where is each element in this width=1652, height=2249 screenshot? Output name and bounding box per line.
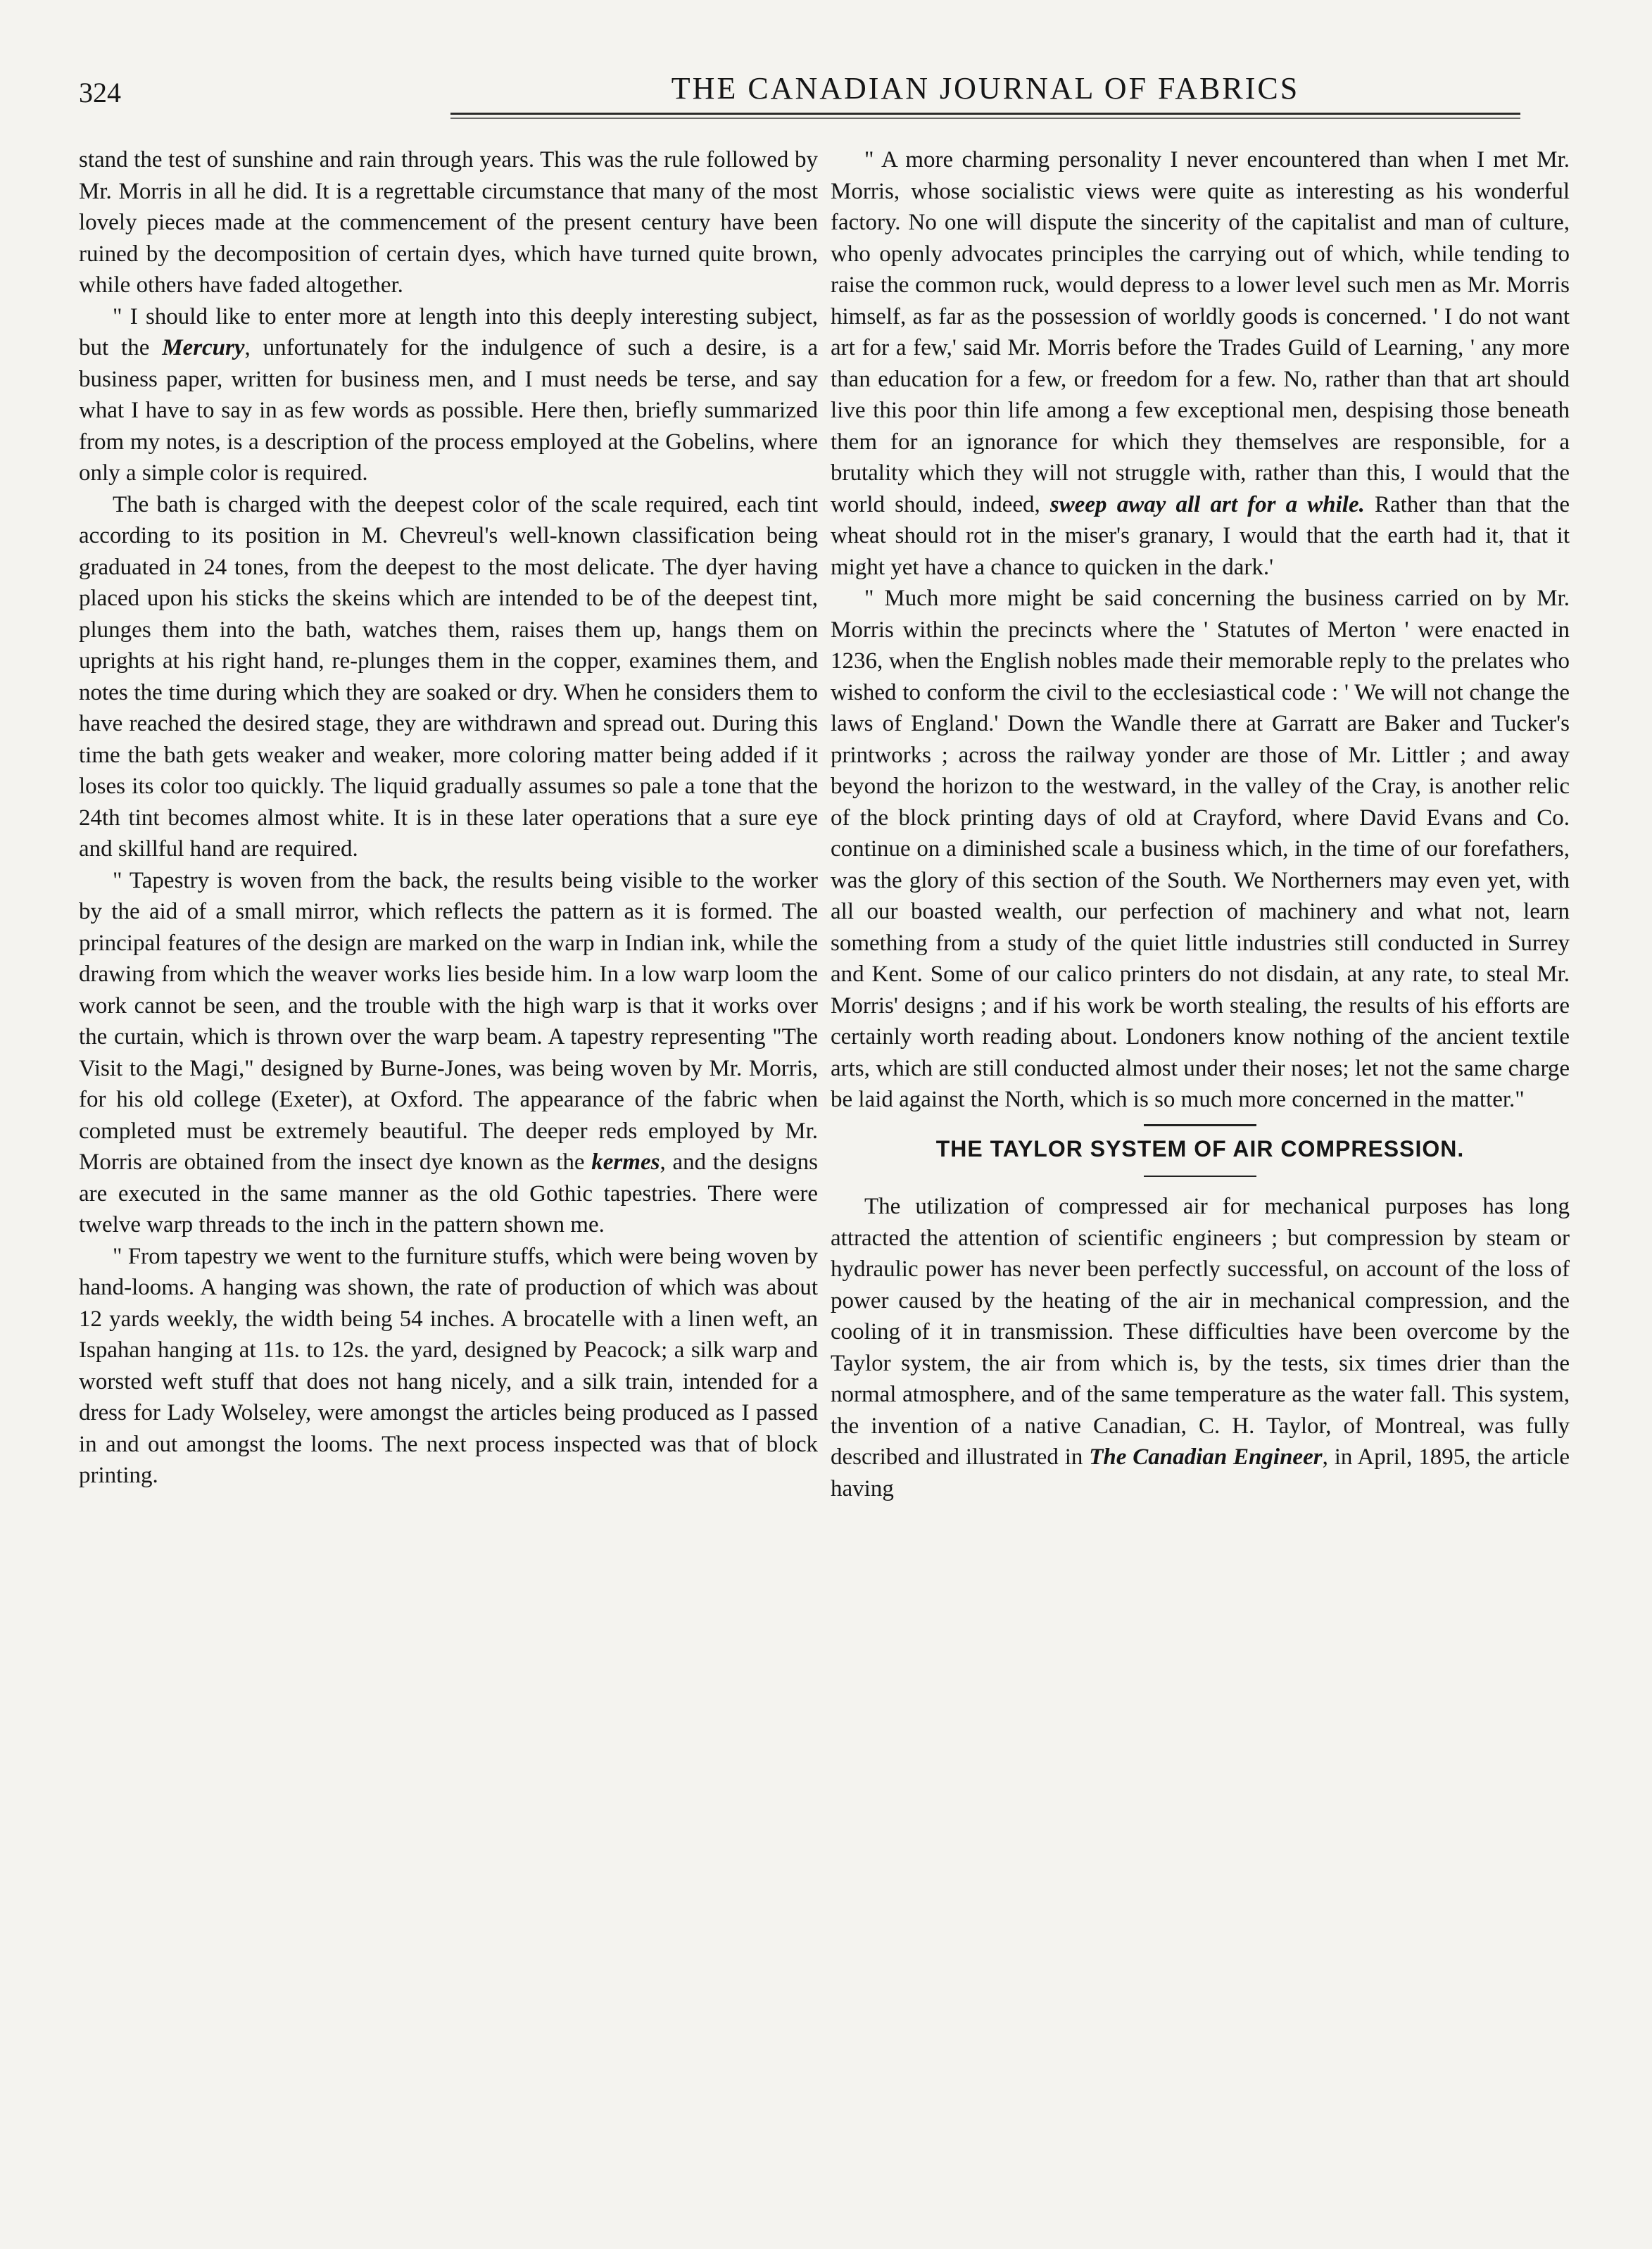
page-number: 324 (79, 77, 121, 108)
right-paragraph-2-text: " Much more might be said concerning the business carried on by Mr. Morris within the precincts where the ' Statutes of Merton ' were enacted in 1236, when the English nobles made their memorable reply to the prelates who wished to conform the civil to the ecclesiastical code : ' We will not change the laws of England.' Down the Wandle there at Garratt are Baker and Tucker's printworks ; across the railway yonder are those of Mr. Littler ; and away beyond the horizon to the westward, in the valley of the Cray, is another relic of the block printing days of old at Crayford, where David Evans and Co. continue on a diminished scale a business which, in the time of our forefathers, was the glory of this section of the South. We Northerners may even yet, with all our boasted wealth, our perfection of machinery and what not, learn something from a study of the quiet little industries still conducted in Surrey and Kent. Some of our calico printers do not disdain, at any rate, to steal Mr. Morris' designs ; and if his work be worth stealing, the results of his efforts are certainly worth reading about. Londoners know nothing of the ancient textile arts, which are still conducted almost under their noses; let not the same charge be laid against the North, which is so much more concerned in the matter." (831, 586, 1570, 1112)
left-paragraph-4 (79, 865, 818, 1241)
article-divider (1144, 1124, 1256, 1126)
mercury-title: Mercury (162, 335, 245, 360)
left-paragraph-4-text-b: , and the designs are executed in the same manner as the old Gothic tapestries. There were twelve warp threads to the inch in the pattern shown me. (79, 1149, 818, 1237)
left-paragraph-5-text: " From tapestry we went to the furniture stuffs, which were being woven by hand-looms. A hanging was shown, the rate of production of which was about 12 yards weekly, the width being 54 inches. A brocatelle with a linen weft, an Ispahan hanging at 11s. to 12s. the yard, designed by Peacock; a silk warp and worsted weft stuff that does not hang nicely, and a silk train, intended for a dress for Lady Wolseley, were amongst the articles being produced as I passed in and out amongst the looms. The next process inspected was that of block printing. (79, 1243, 818, 1488)
left-paragraph-3-text: The bath is charged with the deepest color of the scale required, each tint according to its position in M. Chevreul's well-known classification being graduated in 24 tones, from the deepest to the most delicate. The dyer having placed upon his sticks the skeins which are intended to be of the deepest tint, plunges them into the bath, watches them, raises them up, hangs them on uprights at his right hand, re-plunges them in the copper, examines them, and notes the time during which they are soaked or dry. When he considers them to have reached the desired stage, they are withdrawn and spread out. During this time the bath gets weaker and weaker, more coloring matter being added if it loses its color too quickly. The liquid gradually assumes so pale a tone that the 24th tint becomes almost white. It is in these later operations that a sure eye and skillful hand are required. (79, 491, 818, 862)
left-paragraph-2 (79, 301, 818, 489)
left-column (79, 144, 818, 1492)
article-heading: THE TAYLOR SYSTEM OF AIR COMPRESSION. (935, 1135, 1465, 1161)
left-paragraph-2-text-b: , unfortunately for the indulgence of such a desire, is a business paper, written for business men, and I must needs be terse, and say what I have to say in as few words as possible. Here then, briefly summarized from my notes, is a description of the process employed at the Gobelins, where only a simple color is required. (79, 335, 818, 486)
left-paragraph-2-text-a: " I should like to enter more at length into this deeply interesting subject, but the (79, 303, 818, 360)
right-paragraph-3-text-a: The utilization of compressed air for mechanical purposes has long attracted the attention of scientific engineers ; but compression by steam or hydraulic power has never been perfectly successful, on account of the loss of power caused by the heating of the air in mechanical compression, and the cooling of it in transmission. These difficulties have been overcome by the Taylor system, the air from which is, by the tests, six times drier than the normal atmosphere, and of the same temperature as the water fall. This system, the invention of a native Canadian, C. H. Taylor, of Montreal, was fully described and illustrated in (831, 1194, 1570, 1470)
right-paragraph-1-text-a: " A more charming personality I never encountered than when I met Mr. Morris, whose socialistic views were quite as interesting as his wonderful factory. No one will dispute the sincerity of the capitalist and man of culture, who openly advocates principles the carrying out of which, while tending to raise the common ruck, would depress to a lower level such men as Mr. Morris himself, as far as the possession of worldly goods is concerned. ' I do not want art for a few,' said Mr. Morris before the Trades Guild of Learning, ' any more than education for a few, or freedom for a few. No, rather than that art should live this poor thin life among a few exceptional men, despising those beneath them for an ignorance for which they themselves are responsible, for a brutality which they will not struggle with, rather than this, I would that the world should, indeed, (831, 147, 1570, 517)
left-paragraph-1-text: stand the test of sunshine and rain through years. This was the rule followed by Mr. Morris in all he did. It is a regrettable circumstance that many of the most lovely pieces made at the commencement of the present century have been ruined by the decomposition of certain dyes, which have turned quite brown, while others have faded altogether. (79, 147, 818, 298)
right-paragraph-1 (831, 144, 1570, 583)
canadian-engineer-title: The Canadian Engineer (1089, 1444, 1323, 1470)
right-paragraph-3 (831, 1191, 1570, 1504)
right-paragraph-2 (831, 583, 1570, 1116)
right-column (831, 144, 1570, 1504)
left-paragraph-4-text-a: " Tapestry is woven from the back, the results being visible to the worker by the aid of a small mirror, which reflects the pattern as it is formed. The principal features of the design are marked on the warp in Indian ink, while the drawing from which the weaver works lies beside him. In a low warp loom the work cannot be seen, and the trouble with the high warp is that it works over the curtain, which is thrown over the warp beam. A tapestry representing "The Visit to the Magi," designed by Burne-Jones, was being woven by Mr. Morris, for his old college (Exeter), at Oxford. The appearance of the fabric when completed must be extremely beautiful. The deeper reds employed by Mr. Morris are obtained from the insect dye known as the (79, 867, 818, 1175)
left-paragraph-1 (79, 144, 818, 301)
left-paragraph-5 (79, 1241, 818, 1492)
right-paragraph-3-text-b: , in April, 1895, the article having (831, 1444, 1570, 1501)
heading-rule (1144, 1176, 1256, 1177)
kermes-term: kermes (591, 1149, 660, 1175)
left-paragraph-3 (79, 489, 818, 865)
journal-title: THE CANADIAN JOURNAL OF FABRICS (671, 71, 1300, 106)
header-rule (450, 113, 1520, 119)
sweep-away-quote: sweep away all art for a while. (1049, 491, 1365, 517)
right-paragraph-1-text-b: Rather than that the wheat should rot in the miser's granary, I would that the earth had it, that it might yet have a chance to quicken in the dark.' (831, 491, 1570, 580)
